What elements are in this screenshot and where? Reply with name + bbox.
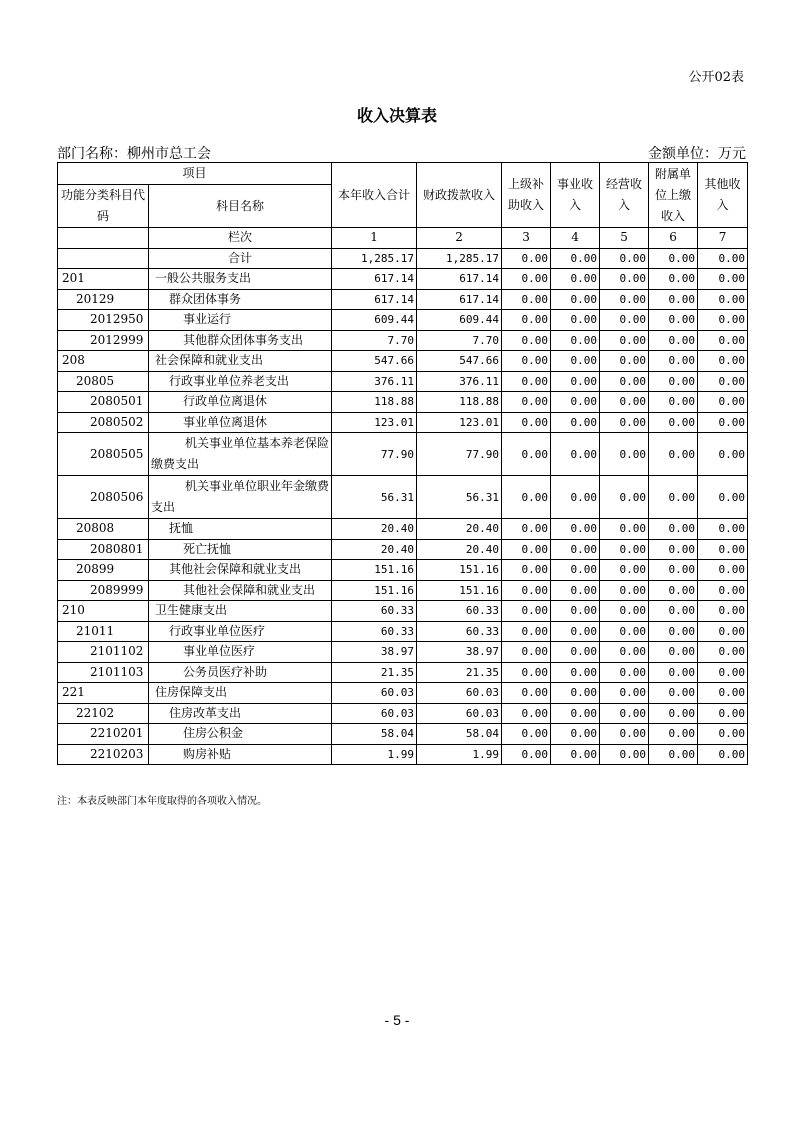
- row-value: 0.00: [600, 539, 649, 560]
- row-value: 0.00: [649, 539, 698, 560]
- row-value: 0.00: [502, 371, 551, 392]
- table-row: [58, 744, 748, 765]
- table-row: [58, 392, 748, 413]
- row-value: 0.00: [600, 724, 649, 745]
- row-value: 0.00: [649, 289, 698, 310]
- row-value: 0.00: [600, 580, 649, 601]
- table-row: [58, 703, 748, 724]
- row-value: 0.00: [698, 330, 748, 351]
- row-value: 0.00: [551, 539, 600, 560]
- row-value: 0.00: [649, 703, 698, 724]
- row-name: 行政事业单位养老支出: [149, 371, 332, 392]
- row-value: 60.03: [417, 703, 502, 724]
- row-value: 0.00: [649, 330, 698, 351]
- row-value: 0.00: [698, 289, 748, 310]
- row-value: 0.00: [649, 433, 698, 476]
- row-value: 617.14: [417, 289, 502, 310]
- row-value: 60.33: [332, 601, 417, 622]
- row-value: 0.00: [502, 351, 551, 372]
- row-name: 行政事业单位医疗: [149, 621, 332, 642]
- col-index: 1: [332, 228, 417, 249]
- row-value: 0.00: [502, 724, 551, 745]
- header-col7: 其他收入: [698, 163, 748, 228]
- row-value: 0.00: [698, 703, 748, 724]
- row-value: 0.00: [698, 662, 748, 683]
- row-code: 20129: [58, 289, 149, 310]
- table-row: [58, 642, 748, 663]
- row-value: 21.35: [332, 662, 417, 683]
- row-code: 2101102: [58, 642, 149, 663]
- row-value: 0.00: [698, 724, 748, 745]
- row-value: 58.04: [332, 724, 417, 745]
- header-func-code: 功能分类科目代码: [58, 185, 149, 228]
- row-value: 0.00: [600, 392, 649, 413]
- col-index: 5: [600, 228, 649, 249]
- row-value: 0.00: [551, 703, 600, 724]
- total-value: 1,285.17: [332, 248, 417, 269]
- row-value: 0.00: [502, 539, 551, 560]
- header-col5: 经营收入: [600, 163, 649, 228]
- row-value: 0.00: [600, 289, 649, 310]
- row-value: 0.00: [600, 433, 649, 476]
- row-value: 0.00: [698, 392, 748, 413]
- row-name: 住房改革支出: [149, 703, 332, 724]
- total-value: 0.00: [502, 248, 551, 269]
- table-row: [58, 519, 748, 540]
- row-value: 0.00: [600, 621, 649, 642]
- row-code: 210: [58, 601, 149, 622]
- row-code: 20805: [58, 371, 149, 392]
- row-value: 0.00: [551, 269, 600, 290]
- row-value: 118.88: [332, 392, 417, 413]
- row-value: 123.01: [417, 412, 502, 433]
- row-value: 0.00: [649, 683, 698, 704]
- table-row: [58, 433, 748, 476]
- row-value: 0.00: [649, 662, 698, 683]
- row-value: 0.00: [649, 560, 698, 581]
- row-value: 0.00: [551, 580, 600, 601]
- row-name: 机关事业单位基本养老保险缴费支出: [149, 433, 332, 476]
- row-value: 0.00: [502, 519, 551, 540]
- row-value: 7.70: [332, 330, 417, 351]
- row-value: 0.00: [502, 601, 551, 622]
- row-code: 2210201: [58, 724, 149, 745]
- row-value: 0.00: [502, 310, 551, 331]
- table-row: [58, 560, 748, 581]
- row-code: 2080501: [58, 392, 149, 413]
- row-value: 0.00: [551, 330, 600, 351]
- table-row: [58, 539, 748, 560]
- row-name: 其他社会保障和就业支出: [149, 580, 332, 601]
- row-value: 20.40: [417, 539, 502, 560]
- row-value: 60.33: [332, 621, 417, 642]
- row-name: 其他社会保障和就业支出: [149, 560, 332, 581]
- row-value: 60.03: [332, 683, 417, 704]
- row-value: 0.00: [698, 433, 748, 476]
- row-value: 0.00: [502, 289, 551, 310]
- row-code: 20808: [58, 519, 149, 540]
- row-value: 151.16: [332, 560, 417, 581]
- table-note: 注：本表反映部门本年度取得的各项收入情况。: [57, 796, 267, 807]
- row-code: 2089999: [58, 580, 149, 601]
- col-index-row: [58, 228, 748, 249]
- row-value: 0.00: [698, 560, 748, 581]
- row-value: 60.03: [417, 683, 502, 704]
- row-code: 2012950: [58, 310, 149, 331]
- row-value: 0.00: [502, 392, 551, 413]
- row-code: 20899: [58, 560, 149, 581]
- table-row: [58, 683, 748, 704]
- table-row: [58, 621, 748, 642]
- row-value: 0.00: [600, 310, 649, 331]
- row-value: 0.00: [649, 519, 698, 540]
- row-value: 20.40: [332, 539, 417, 560]
- table-row: [58, 412, 748, 433]
- header-item: 项目: [58, 163, 332, 185]
- row-name: 事业运行: [149, 310, 332, 331]
- row-name: 公务员医疗补助: [149, 662, 332, 683]
- row-value: 20.40: [417, 519, 502, 540]
- row-value: 0.00: [649, 642, 698, 663]
- row-value: 0.00: [600, 519, 649, 540]
- row-name: 行政单位离退休: [149, 392, 332, 413]
- row-value: 617.14: [332, 289, 417, 310]
- row-value: 0.00: [551, 662, 600, 683]
- row-value: 0.00: [551, 642, 600, 663]
- row-value: 376.11: [417, 371, 502, 392]
- row-value: 20.40: [332, 519, 417, 540]
- row-code: 2080506: [58, 476, 149, 519]
- col-index: 6: [649, 228, 698, 249]
- row-value: 21.35: [417, 662, 502, 683]
- page-number: - 5 -: [384, 1012, 410, 1028]
- row-name: 死亡抚恤: [149, 539, 332, 560]
- row-value: 0.00: [649, 351, 698, 372]
- table-row: [58, 580, 748, 601]
- row-value: 0.00: [649, 476, 698, 519]
- row-value: 151.16: [332, 580, 417, 601]
- table-row: [58, 351, 748, 372]
- col-index-label: 栏次: [149, 228, 332, 249]
- col-index: 7: [698, 228, 748, 249]
- header-col2: 财政拨款收入: [417, 163, 502, 228]
- form-number: 公开02表: [688, 70, 744, 85]
- row-value: 0.00: [502, 476, 551, 519]
- row-value: 1.99: [417, 744, 502, 765]
- row-value: 0.00: [698, 269, 748, 290]
- row-value: 0.00: [502, 412, 551, 433]
- total-value: 0.00: [551, 248, 600, 269]
- col-index: 4: [551, 228, 600, 249]
- row-value: 376.11: [332, 371, 417, 392]
- row-value: 123.01: [332, 412, 417, 433]
- row-name: 抚恤: [149, 519, 332, 540]
- row-value: 0.00: [698, 621, 748, 642]
- row-value: 609.44: [332, 310, 417, 331]
- row-value: 0.00: [551, 351, 600, 372]
- row-value: 151.16: [417, 560, 502, 581]
- row-value: 0.00: [698, 310, 748, 331]
- row-value: 0.00: [600, 476, 649, 519]
- row-value: 617.14: [417, 269, 502, 290]
- amount-unit-label: 金额单位：万元: [648, 146, 746, 162]
- total-row: [58, 248, 748, 269]
- row-value: 0.00: [551, 744, 600, 765]
- row-value: 0.00: [551, 310, 600, 331]
- row-value: 0.00: [698, 539, 748, 560]
- row-value: 0.00: [502, 621, 551, 642]
- row-value: 38.97: [417, 642, 502, 663]
- table-row: [58, 724, 748, 745]
- row-value: 56.31: [417, 476, 502, 519]
- row-value: 0.00: [600, 703, 649, 724]
- row-code: 201: [58, 269, 149, 290]
- total-value: 1,285.17: [417, 248, 502, 269]
- row-value: 0.00: [649, 269, 698, 290]
- row-name: 机关事业单位职业年金缴费支出: [149, 476, 332, 519]
- row-name: 住房公积金: [149, 724, 332, 745]
- row-value: 0.00: [502, 433, 551, 476]
- header-subject-name: 科目名称: [149, 185, 332, 228]
- row-code: 2101103: [58, 662, 149, 683]
- row-value: 0.00: [649, 724, 698, 745]
- row-value: 0.00: [551, 392, 600, 413]
- row-value: 0.00: [698, 476, 748, 519]
- row-value: 58.04: [417, 724, 502, 745]
- row-value: 0.00: [600, 662, 649, 683]
- row-code: 21011: [58, 621, 149, 642]
- row-value: 0.00: [649, 601, 698, 622]
- row-value: 0.00: [502, 744, 551, 765]
- row-value: 60.03: [332, 703, 417, 724]
- row-value: 0.00: [551, 683, 600, 704]
- row-code: 2080505: [58, 433, 149, 476]
- row-value: 0.00: [600, 330, 649, 351]
- row-value: 60.33: [417, 621, 502, 642]
- page-title: 收入决算表: [356, 106, 437, 125]
- row-code: 2080502: [58, 412, 149, 433]
- row-value: 0.00: [698, 642, 748, 663]
- row-value: 77.90: [332, 433, 417, 476]
- row-value: 56.31: [332, 476, 417, 519]
- row-value: 0.00: [600, 351, 649, 372]
- total-value: 0.00: [698, 248, 748, 269]
- header-col4: 事业收入: [551, 163, 600, 228]
- row-value: 547.66: [417, 351, 502, 372]
- row-value: 0.00: [600, 269, 649, 290]
- row-value: 0.00: [600, 744, 649, 765]
- row-value: 0.00: [698, 744, 748, 765]
- row-value: 0.00: [551, 289, 600, 310]
- row-value: 0.00: [698, 412, 748, 433]
- row-value: 0.00: [649, 392, 698, 413]
- row-value: 0.00: [698, 351, 748, 372]
- row-value: 1.99: [332, 744, 417, 765]
- row-value: 0.00: [649, 371, 698, 392]
- row-value: 0.00: [698, 519, 748, 540]
- col-index: 2: [417, 228, 502, 249]
- row-value: 118.88: [417, 392, 502, 413]
- table-row: [58, 289, 748, 310]
- header-col3: 上级补助收入: [502, 163, 551, 228]
- table-row: [58, 330, 748, 351]
- department-label: 部门名称：柳州市总工会: [57, 146, 211, 162]
- row-value: 0.00: [698, 580, 748, 601]
- row-value: 0.00: [600, 560, 649, 581]
- row-code: 221: [58, 683, 149, 704]
- row-name: 社会保障和就业支出: [149, 351, 332, 372]
- total-label: 合计: [149, 248, 332, 269]
- row-value: 0.00: [649, 744, 698, 765]
- row-value: 0.00: [600, 642, 649, 663]
- row-value: 0.00: [502, 642, 551, 663]
- row-value: 0.00: [600, 683, 649, 704]
- row-value: 0.00: [551, 371, 600, 392]
- row-name: 住房保障支出: [149, 683, 332, 704]
- row-value: 7.70: [417, 330, 502, 351]
- row-value: 0.00: [600, 371, 649, 392]
- row-value: 77.90: [417, 433, 502, 476]
- row-value: 0.00: [502, 330, 551, 351]
- total-value: 0.00: [649, 248, 698, 269]
- table-row: [58, 601, 748, 622]
- row-value: 0.00: [698, 601, 748, 622]
- table-row: [58, 476, 748, 519]
- row-value: 0.00: [502, 560, 551, 581]
- row-code: 2080801: [58, 539, 149, 560]
- row-value: 0.00: [551, 621, 600, 642]
- row-value: 617.14: [332, 269, 417, 290]
- row-value: 0.00: [551, 519, 600, 540]
- row-value: 60.33: [417, 601, 502, 622]
- row-value: 0.00: [551, 476, 600, 519]
- table-row: [58, 310, 748, 331]
- row-value: 0.00: [502, 269, 551, 290]
- row-value: 0.00: [649, 621, 698, 642]
- income-table: [57, 162, 748, 765]
- row-code: 2012999: [58, 330, 149, 351]
- row-name: 群众团体事务: [149, 289, 332, 310]
- row-value: 0.00: [502, 683, 551, 704]
- row-value: 0.00: [551, 724, 600, 745]
- row-value: 0.00: [502, 662, 551, 683]
- row-value: 0.00: [551, 560, 600, 581]
- row-value: 0.00: [600, 601, 649, 622]
- row-value: 0.00: [600, 412, 649, 433]
- header-col6: 附属单位上缴收入: [649, 163, 698, 228]
- row-name: 事业单位医疗: [149, 642, 332, 663]
- row-value: 0.00: [502, 580, 551, 601]
- table-row: [58, 662, 748, 683]
- row-code: 208: [58, 351, 149, 372]
- table-row: [58, 269, 748, 290]
- row-name: 其他群众团体事务支出: [149, 330, 332, 351]
- row-value: 0.00: [649, 310, 698, 331]
- row-value: 0.00: [649, 412, 698, 433]
- row-code: 22102: [58, 703, 149, 724]
- row-value: 0.00: [698, 683, 748, 704]
- row-value: 0.00: [551, 601, 600, 622]
- row-value: 0.00: [698, 371, 748, 392]
- row-name: 事业单位离退休: [149, 412, 332, 433]
- row-value: 0.00: [649, 580, 698, 601]
- table-row: [58, 371, 748, 392]
- row-value: 0.00: [502, 703, 551, 724]
- total-value: 0.00: [600, 248, 649, 269]
- col-index: 3: [502, 228, 551, 249]
- row-value: 547.66: [332, 351, 417, 372]
- row-value: 38.97: [332, 642, 417, 663]
- header-col1: 本年收入合计: [332, 163, 417, 228]
- row-name: 购房补贴: [149, 744, 332, 765]
- row-value: 609.44: [417, 310, 502, 331]
- row-name: 卫生健康支出: [149, 601, 332, 622]
- row-code: 2210203: [58, 744, 149, 765]
- row-value: 0.00: [551, 412, 600, 433]
- row-name: 一般公共服务支出: [149, 269, 332, 290]
- row-value: 0.00: [551, 433, 600, 476]
- row-value: 151.16: [417, 580, 502, 601]
